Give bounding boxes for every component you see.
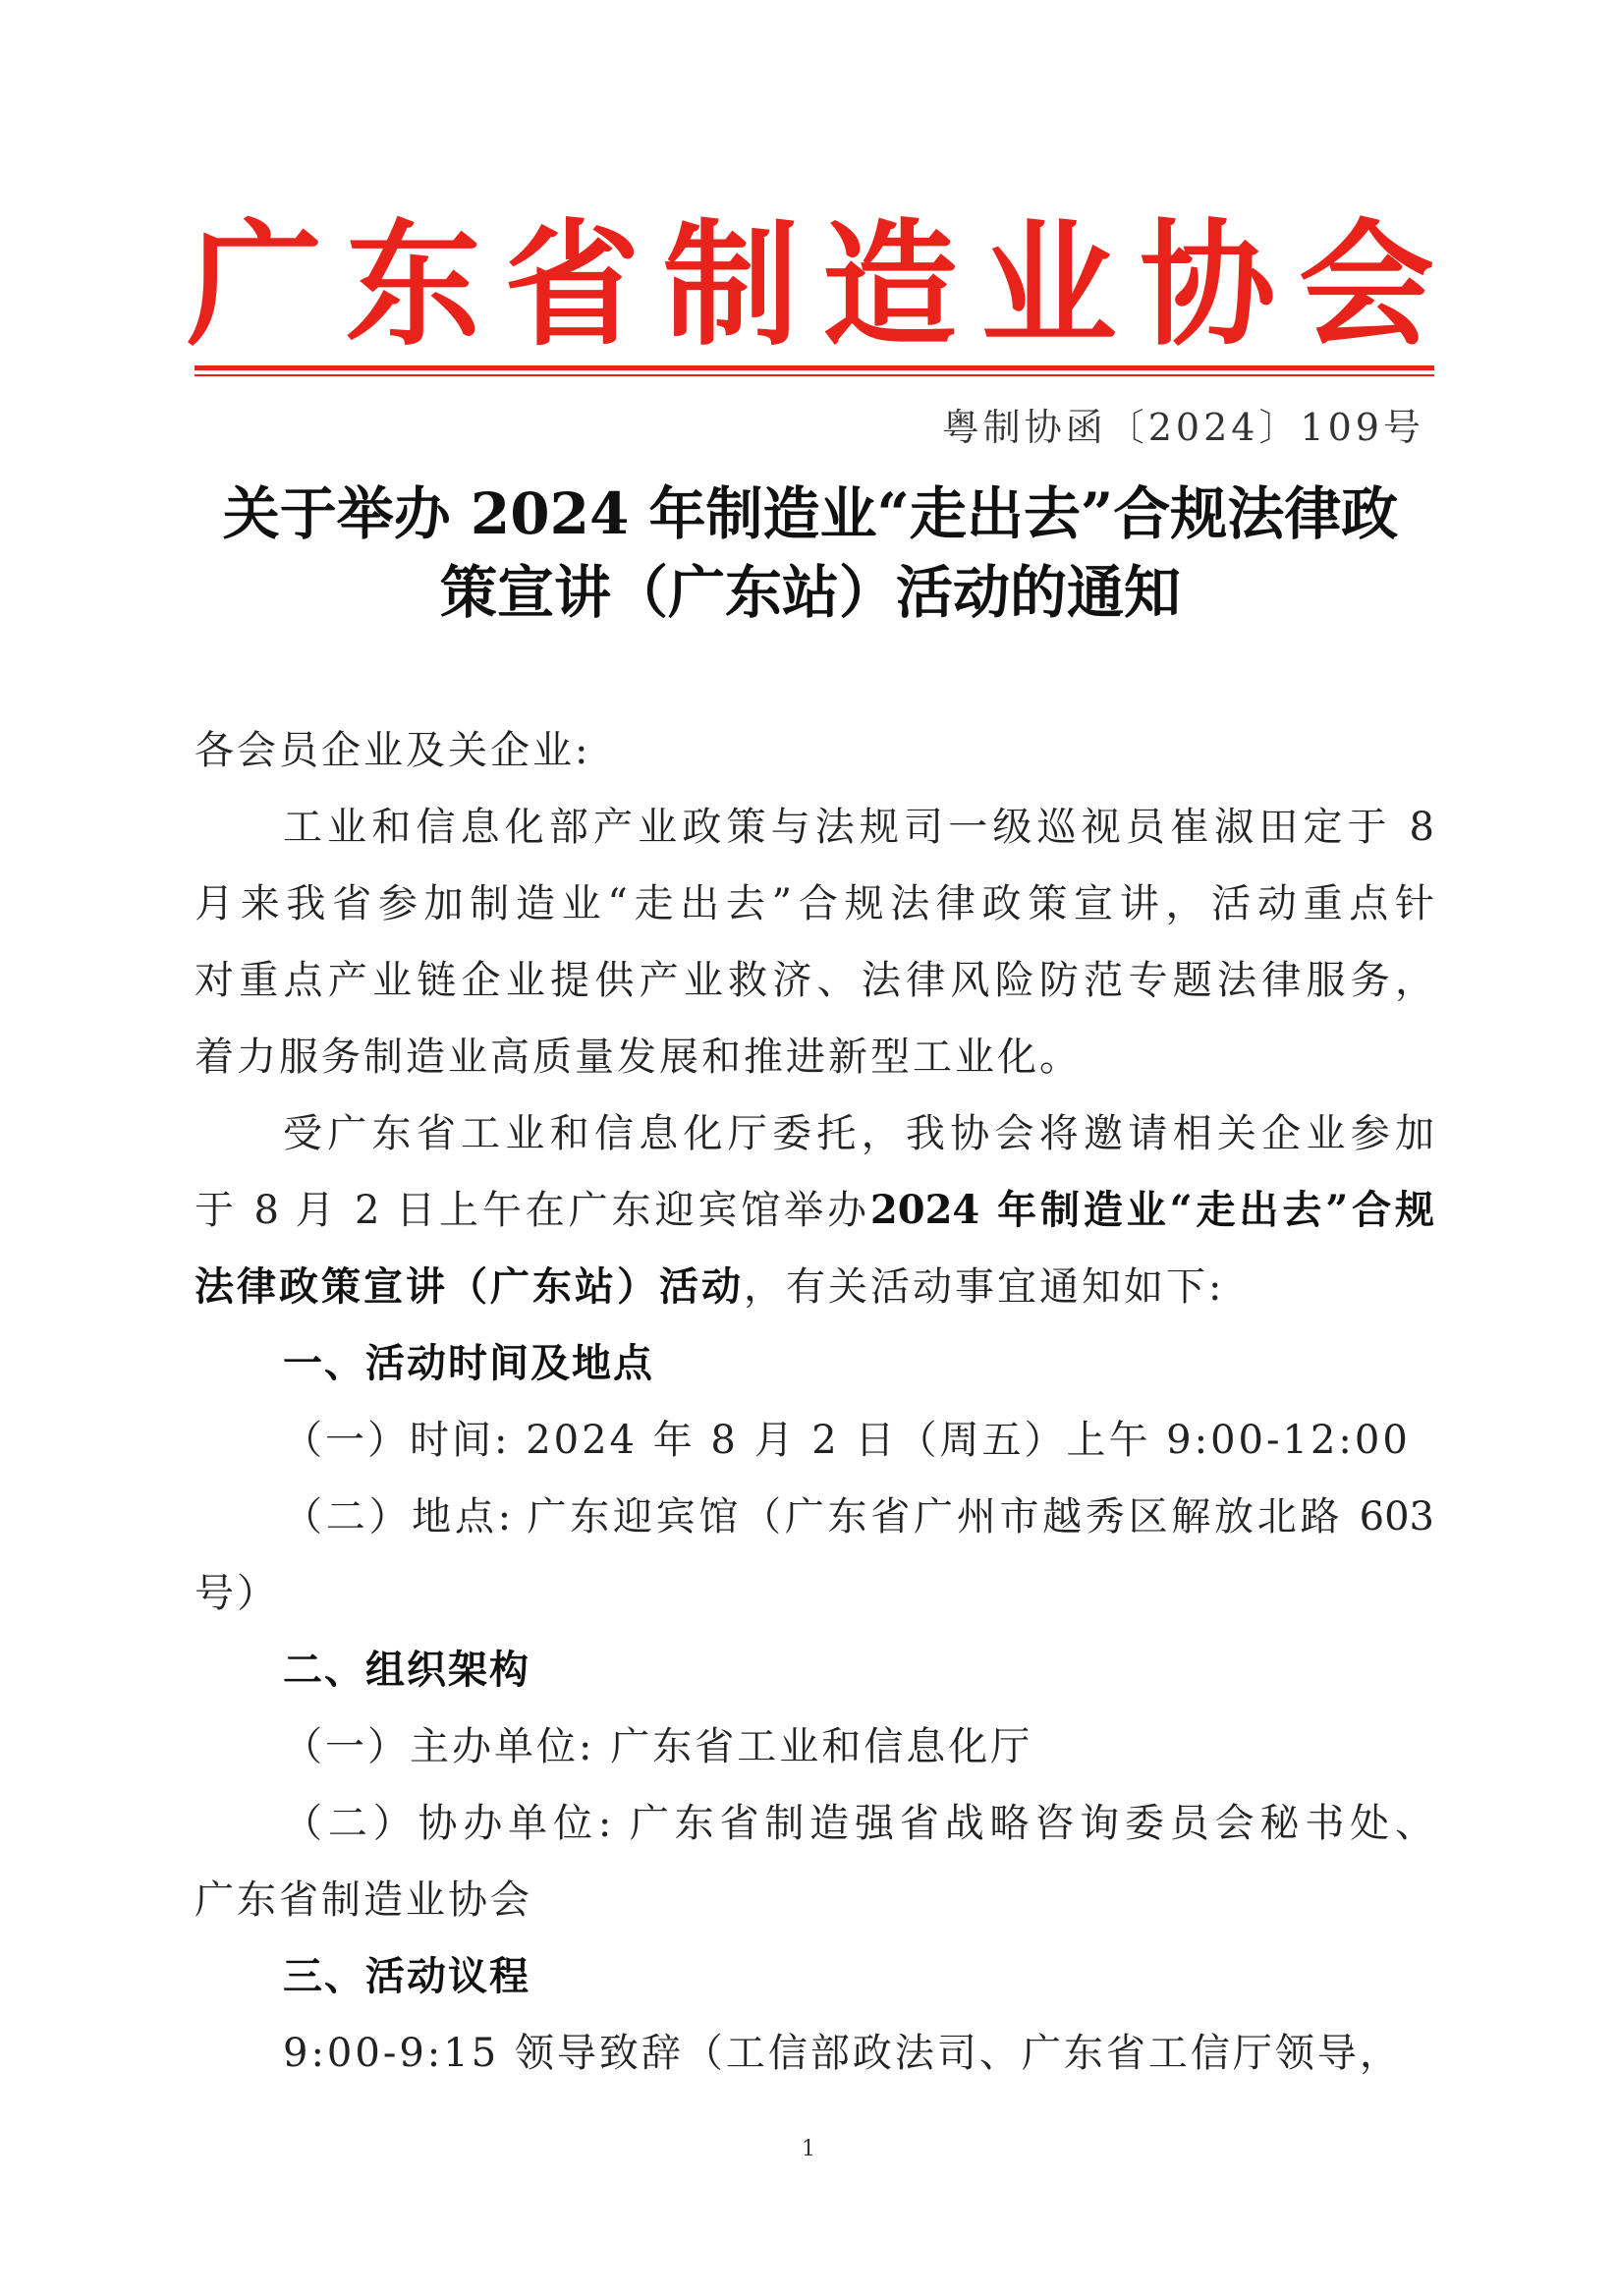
document-number: 粤制协函〔2024〕109号	[941, 406, 1424, 449]
paragraph-2-plain-text: ，有关活动事宜通知如下:	[744, 1264, 1225, 1310]
section-3-item-1: 9:00-9:15 领导致辞（工信部政法司、广东省工信厅领导，	[283, 2031, 1402, 2076]
letterhead-char: 制	[663, 204, 800, 364]
section-3-heading: 三、活动议程	[283, 1954, 530, 1999]
document-title-line-2: 策宣讲（广东站）活动的通知	[439, 559, 1181, 626]
letterhead-char: 业	[980, 204, 1117, 364]
section-2-item-host: （一）主办单位: 广东省工业和信息化厅	[283, 1724, 1033, 1769]
paragraph-1-line: 对重点产业链企业提供产业救济、法律风险防范专题法律服务，	[195, 958, 1434, 1003]
section-1-item-location-cont: 号）	[195, 1571, 279, 1616]
letterhead-char: 东	[345, 204, 481, 364]
letterhead-char: 协	[1140, 204, 1276, 364]
section-2-heading: 二、组织架构	[283, 1648, 530, 1693]
letterhead-char: 省	[504, 204, 641, 364]
letterhead-char: 造	[821, 204, 958, 364]
document-title-line-1: 关于举办 2024 年制造业“走出去”合规法律政	[222, 480, 1399, 547]
letterhead-org-name	[187, 201, 1434, 368]
section-1-item-location: （二）地点: 广东迎宾馆（广东省广州市越秀区解放北路 603	[283, 1494, 1434, 1540]
paragraph-2-line: 受广东省工业和信息化厅委托，我协会将邀请相关企业参加	[283, 1111, 1434, 1156]
section-1-heading: 一、活动时间及地点	[283, 1341, 654, 1386]
page-number: 1	[802, 2137, 815, 2161]
paragraph-2-line	[195, 1256, 1434, 1318]
letterhead-rule-thin	[195, 374, 1434, 376]
paragraph-1-line: 着力服务制造业高质量发展和推进新型工业化。	[195, 1035, 1082, 1080]
letterhead-char: 会	[1298, 204, 1434, 364]
letterhead-rule-thick	[195, 365, 1434, 370]
paragraph-2-line	[195, 1179, 1434, 1242]
paragraph-2-bold-text: 法律政策宣讲（广东站）活动	[195, 1263, 744, 1310]
paragraph-2-bold-text: 2024 年制造业“走出去”合规	[869, 1187, 1434, 1233]
paragraph-1-line: 工业和信息化部产业政策与法规司一级巡视员崔淑田定于 8	[283, 805, 1434, 850]
section-2-item-co-organizer-cont: 广东省制造业协会	[195, 1877, 532, 1923]
salutation: 各会员企业及关企业:	[195, 728, 591, 773]
paragraph-1-line: 月来我省参加制造业“走出去”合规法律政策宣讲，活动重点针	[195, 881, 1434, 926]
section-1-item-time: （一）时间: 2024 年 8 月 2 日（周五）上午 9:00-12:00	[283, 1418, 1411, 1463]
paragraph-2-plain-text: 于 8 月 2 日上午在广东迎宾馆举办	[195, 1188, 870, 1233]
section-2-item-co-organizer: （二）协办单位: 广东省制造强省战略咨询委员会秘书处、	[283, 1801, 1434, 1846]
letterhead-char: 广	[187, 204, 323, 364]
